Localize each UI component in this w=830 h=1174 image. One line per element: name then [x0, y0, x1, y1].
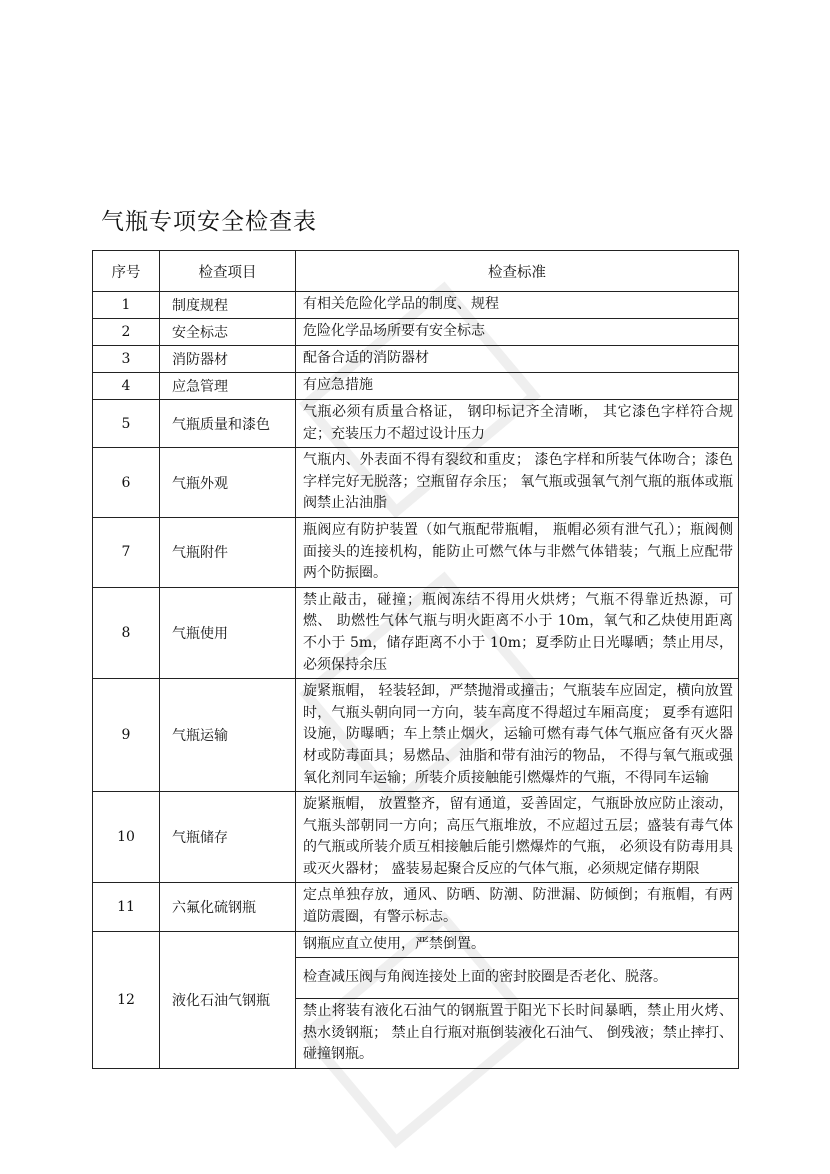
row-item: 液化石油气钢瓶: [160, 931, 296, 1068]
row-standard: 气瓶内、外表面不得有裂纹和重皮； 漆色字样和所装气体吻合；漆色字样完好无脱落；空瓶留存余压； 氧气瓶或强氧气剂气瓶的瓶体或瓶阀禁止沾油脂: [296, 448, 739, 518]
header-item: 检查项目: [160, 251, 296, 292]
table-row: [93, 373, 739, 400]
table-row: [93, 346, 739, 373]
inspection-table: [92, 250, 739, 1069]
header-row: [93, 251, 739, 292]
row-no: 9: [93, 679, 160, 792]
row-no: 4: [93, 373, 160, 400]
page-title: 气瓶专项安全检查表: [101, 209, 317, 235]
row-no: 1: [93, 292, 160, 319]
row-standard: 定点单独存放，通风、防晒、防潮、防泄漏、防倾倒；有瓶帽，有两道防震圈，有警示标志。: [296, 883, 739, 931]
table-row: [93, 931, 739, 958]
row-no: 11: [93, 883, 160, 931]
row-standard: 气瓶必须有质量合格证， 钢印标记齐全清晰， 其它漆色字样符合规定；充装压力不超过设计压力: [296, 400, 739, 448]
table-row: [93, 517, 739, 587]
table-row: [93, 400, 739, 448]
row-no: 12: [93, 931, 160, 1068]
row-item: 气瓶使用: [160, 587, 296, 678]
row-standard: 钢瓶应直立使用，严禁倒置。: [296, 931, 739, 958]
table-row: [93, 448, 739, 518]
row-item: 气瓶附件: [160, 517, 296, 587]
row-no: 3: [93, 346, 160, 373]
table-row: [93, 792, 739, 883]
row-no: 2: [93, 319, 160, 346]
row-standard: 有相关危险化学品的制度、规程: [296, 292, 739, 319]
row-no: 5: [93, 400, 160, 448]
row-item: 气瓶质量和漆色: [160, 400, 296, 448]
row-no: 6: [93, 448, 160, 518]
row-standard: 检查减压阀与角阀连接处上面的密封胶圈是否老化、脱落。: [296, 958, 739, 999]
row-no: 8: [93, 587, 160, 678]
table-row: [93, 883, 739, 931]
row-no: 7: [93, 517, 160, 587]
row-standard: 禁止敲击，碰撞；瓶阀冻结不得用火烘烤；气瓶不得靠近热源，可燃、 助燃性气体气瓶与明火距离不小于 10m，氧气和乙炔使用距离不小于 5m，储存距离不小于 10m；夏季防止日光曝晒；禁止用尽，必须保持余压: [296, 587, 739, 678]
row-standard: 危险化学品场所要有安全标志: [296, 319, 739, 346]
row-item: 气瓶外观: [160, 448, 296, 518]
row-no: 10: [93, 792, 160, 883]
row-item: 消防器材: [160, 346, 296, 373]
row-standard: 禁止将装有液化石油气的钢瓶置于阳光下长时间暴晒，禁止用火烤、热水烫钢瓶； 禁止自行瓶对瓶倒装液化石油气、 倒残液；禁止摔打、碰撞钢瓶。: [296, 999, 739, 1069]
row-item: 安全标志: [160, 319, 296, 346]
table-row: [93, 292, 739, 319]
row-item: 制度规程: [160, 292, 296, 319]
header-no: 序号: [93, 251, 160, 292]
table-row: [93, 587, 739, 678]
table-row: [93, 679, 739, 792]
row-standard: 配备合适的消防器材: [296, 346, 739, 373]
row-item: 气瓶储存: [160, 792, 296, 883]
row-standard: 旋紧瓶帽， 轻装轻卸，严禁抛滑或撞击；气瓶装车应固定，横向放置时，气瓶头朝向同一方向，装车高度不得超过车厢高度； 夏季有遮阳设施，防曝晒；车上禁止烟火，运输可燃有毒气体气瓶应备有灭火器材或防毒面具；易燃品、油脂和带有油污的物品， 不得与氧气瓶或强氧化剂同车运输；所装介质接触能引燃爆炸的气瓶，不得同车运输: [296, 679, 739, 792]
row-item: 六氟化硫钢瓶: [160, 883, 296, 931]
row-item: 气瓶运输: [160, 679, 296, 792]
row-standard: 有应急措施: [296, 373, 739, 400]
header-standard: 检查标准: [296, 251, 739, 292]
row-standard: 旋紧瓶帽， 放置整齐，留有通道，妥善固定，气瓶卧放应防止滚动，气瓶头部朝同一方向；高压气瓶堆放，不应超过五层；盛装有毒气体的气瓶或所装介质互相接触后能引燃爆炸的气瓶， 必须设有防毒用具或灭火器材； 盛装易起聚合反应的气体气瓶，必须规定储存期限: [296, 792, 739, 883]
table-row: [93, 319, 739, 346]
row-item: 应急管理: [160, 373, 296, 400]
row-standard: 瓶阀应有防护装置（如气瓶配带瓶帽， 瓶帽必须有泄气孔）；瓶阀侧面接头的连接机构，能防止可燃气体与非燃气体错装；气瓶上应配带两个防振圈。: [296, 517, 739, 587]
